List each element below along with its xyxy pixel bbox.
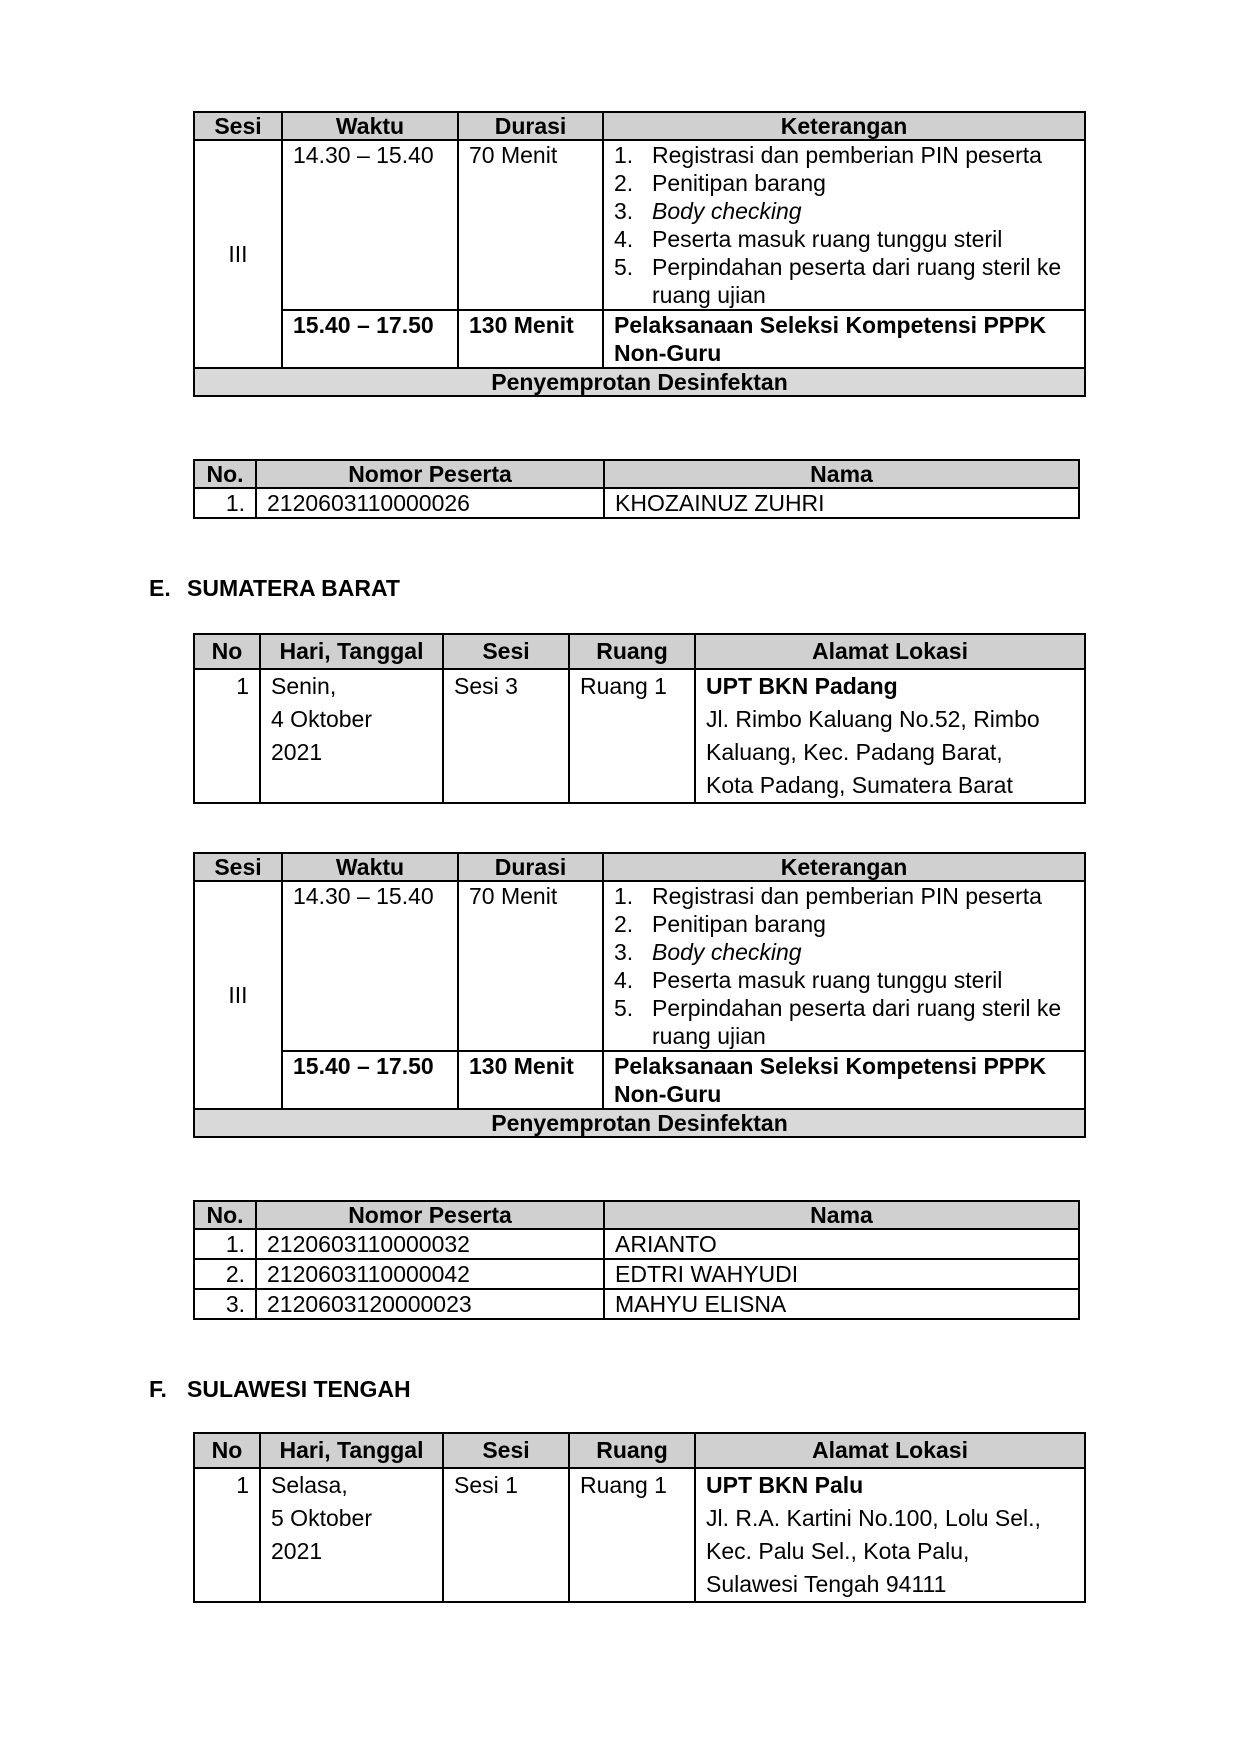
- waktu-cell: 14.30 – 15.40: [282, 140, 458, 310]
- peserta-header-row: No. Nomor Peserta Nama: [194, 1201, 1079, 1229]
- schedule-row-2: 15.40 – 17.50 130 Menit Pelaksanaan Seleksi Kompetensi PPPK Non-Guru: [194, 1051, 1085, 1109]
- col-waktu: Waktu: [282, 112, 458, 140]
- lokasi-name: UPT BKN Padang: [706, 673, 898, 699]
- list-item: 4. Peserta masuk ruang tunggu steril: [614, 967, 1003, 993]
- waktu-cell: 15.40 – 17.50: [282, 310, 458, 368]
- list-item: 4. Peserta masuk ruang tunggu steril: [614, 226, 1003, 252]
- list-item: 5. Perpindahan peserta dari ruang steril ke ruang ujian: [614, 995, 1062, 1049]
- table-row: 1. 2120603110000032 ARIANTO: [194, 1229, 1079, 1259]
- peserta-header-row: [194, 460, 1079, 488]
- col-no: No.: [194, 460, 256, 488]
- table-row: 1 Selasa, 5 Oktober 2021 Sesi 1 Ruang 1 UPT BKN Palu Jl. R.A. Kartini No.100, Lolu Sel., Kec. Palu Sel., Kota Palu, Sulawesi Tengah 94111: [194, 1468, 1085, 1602]
- table-row: 1 Senin, 4 Oktober 2021 Sesi 3 Ruang 1 UPT BKN Padang Jl. Rimbo Kaluang No.52, Rimbo Kaluang, Kec. Padang Barat, Kota Padang, Sumatera Barat: [194, 669, 1085, 803]
- col-durasi: Durasi: [458, 112, 603, 140]
- keterangan-list: [614, 141, 1074, 309]
- schedule-row-1: III 14.30 – 15.40 70 Menit 1. Registrasi dan pemberian PIN peserta 2. Penitipan barang 3. Body checking 4. Peserta masuk ruang tunggu steril 5. Perpindahan peserta dari ruang steril ke ruang ujian: [194, 881, 1085, 1051]
- list-item: 2. Penitipan barang: [614, 911, 826, 937]
- col-nama: Nama: [604, 460, 1079, 488]
- section-heading-e: E. SUMATERA BARAT: [149, 575, 400, 601]
- schedule-footer-row: [194, 368, 1085, 396]
- list-item: 2. Penitipan barang: [614, 170, 826, 196]
- list-item: 3. Body checking: [614, 939, 802, 965]
- lokasi-table-e: [193, 633, 1086, 804]
- col-keterangan: Keterangan: [603, 112, 1085, 140]
- peserta-table-e: [193, 1200, 1080, 1320]
- schedule-row-2: [194, 310, 1085, 368]
- sesi-cell: III: [194, 140, 282, 368]
- list-item: 3. Body checking: [614, 198, 802, 224]
- durasi-cell: 70 Menit: [458, 140, 603, 310]
- peserta-table-1: [193, 459, 1080, 519]
- lokasi-table-f: [193, 1432, 1086, 1603]
- schedule-table-1: [193, 111, 1086, 397]
- schedule-footer-row: Penyemprotan Desinfektan: [194, 1109, 1085, 1137]
- keterangan-cell: [603, 140, 1085, 310]
- schedule-table-2: [193, 852, 1086, 1138]
- schedule-row-1: [194, 140, 1085, 310]
- section-heading-f: F. SULAWESI TENGAH: [149, 1376, 411, 1402]
- keterangan-list: [614, 882, 1074, 1050]
- schedule-header-row: Sesi Waktu Durasi Keterangan: [194, 853, 1085, 881]
- table-row: 1. 2120603110000026 KHOZAINUZ ZUHRI: [194, 488, 1079, 518]
- lokasi-header-row: No Hari, Tanggal Sesi Ruang Alamat Lokasi: [194, 1433, 1085, 1468]
- list-item: 5. Perpindahan peserta dari ruang steril ke ruang ujian: [614, 254, 1062, 308]
- lokasi-header-row: No Hari, Tanggal Sesi Ruang Alamat Lokasi: [194, 634, 1085, 669]
- list-item: 1. Registrasi dan pemberian PIN peserta: [614, 142, 1042, 168]
- footer-cell: Penyemprotan Desinfektan: [194, 368, 1085, 396]
- durasi-cell: 130 Menit: [458, 310, 603, 368]
- table-row: 2. 2120603110000042 EDTRI WAHYUDI: [194, 1259, 1079, 1289]
- lokasi-name: UPT BKN Palu: [706, 1472, 864, 1498]
- table-row: 3. 2120603120000023 MAHYU ELISNA: [194, 1289, 1079, 1319]
- col-sesi: Sesi: [194, 112, 282, 140]
- keterangan-cell: Pelaksanaan Seleksi Kompetensi PPPK Non-Guru: [603, 310, 1085, 368]
- schedule-header-row: [194, 112, 1085, 140]
- list-item: 1. Registrasi dan pemberian PIN peserta: [614, 883, 1042, 909]
- col-nomor: Nomor Peserta: [256, 460, 604, 488]
